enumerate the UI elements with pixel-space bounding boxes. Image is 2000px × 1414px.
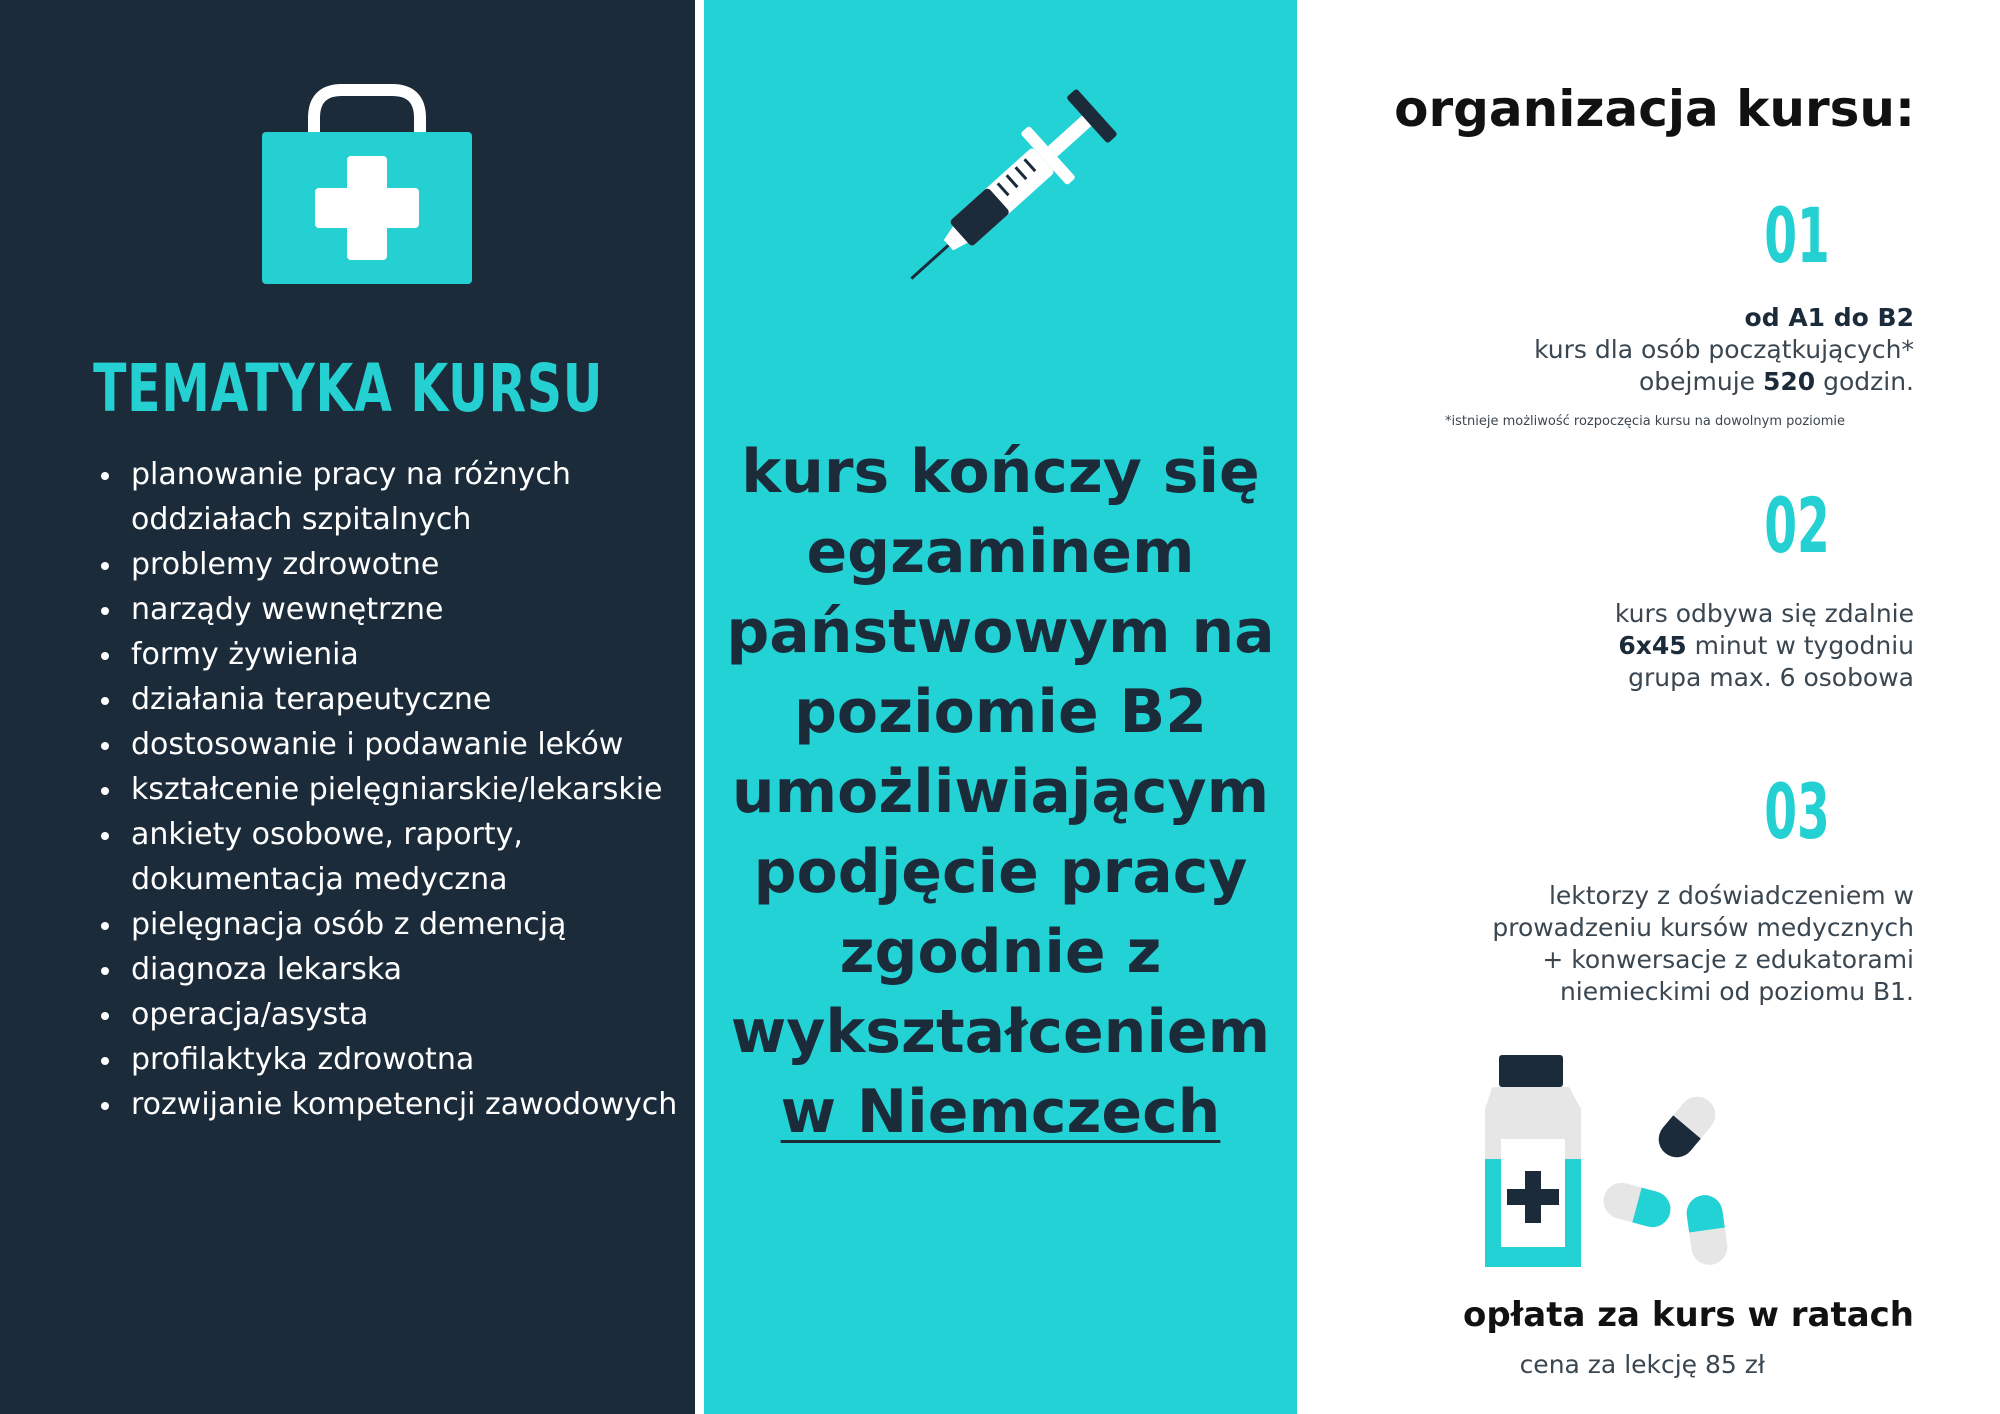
topic-item: dostosowanie i podawanie leków xyxy=(97,722,687,767)
exam-line: egzaminem xyxy=(806,517,1195,587)
topic-item: działania terapeutyczne xyxy=(97,677,687,722)
footnote: *istnieje możliwość rozpoczęcia kursu na dowolnym poziomie xyxy=(1445,414,1845,429)
teachers-line-1: lektorzy z doświadczeniem w xyxy=(1548,881,1914,910)
remote-line: kurs odbywa się zdalnie xyxy=(1614,599,1914,628)
topic-item: operacja/asysta xyxy=(97,992,687,1037)
pills-icon xyxy=(1599,1089,1729,1267)
first-aid-kit-icon xyxy=(262,84,472,284)
beginners-line: kurs dla osób początkujących* xyxy=(1534,335,1914,364)
schedule-line: 6x45 minut w tygodniu xyxy=(1618,631,1914,660)
left-panel xyxy=(0,0,695,1414)
hours-line: obejmuje 520 godzin. xyxy=(1639,367,1914,396)
topic-item: ankiety osobowe, raporty, dokumentacja medyczna xyxy=(97,812,687,902)
exam-line: kurs kończy się xyxy=(741,437,1260,507)
exam-line: państwowym na xyxy=(726,597,1275,667)
middle-panel xyxy=(704,0,1297,1414)
niemczech-link[interactable]: w Niemczech xyxy=(780,1077,1221,1147)
teachers-line-4: niemieckimi od poziomu B1. xyxy=(1559,977,1914,1006)
level-range: od A1 do B2 xyxy=(1744,303,1914,332)
schedule-value: 6x45 xyxy=(1618,631,1687,660)
topics-list xyxy=(97,452,687,1127)
topics-title: TEMATYKA KURSU xyxy=(93,350,604,427)
step-number-02: 02 xyxy=(1764,481,1830,570)
exam-statement xyxy=(704,432,1297,1152)
step-03-text xyxy=(1492,880,1914,1008)
step-01-text xyxy=(1534,302,1914,398)
exam-line: zgodnie z xyxy=(839,917,1162,987)
hours-value: 520 xyxy=(1762,367,1816,396)
medicine-bottle-icon xyxy=(1477,1055,1777,1275)
organization-title: organizacja kursu: xyxy=(1394,80,1915,138)
topic-item: rozwijanie kompetencji zawodowych xyxy=(97,1082,687,1127)
fee-title: opłata za kurs w ratach xyxy=(1462,1295,1914,1335)
exam-line: wykształceniem xyxy=(730,997,1271,1067)
topic-item: formy żywienia xyxy=(97,632,687,677)
group-size-line: grupa max. 6 osobowa xyxy=(1628,663,1914,692)
syringe-icon xyxy=(872,82,1132,312)
step-02-text xyxy=(1615,598,1914,694)
teachers-line-2: prowadzeniu kursów medycznych xyxy=(1492,913,1914,942)
topic-item: pielęgnacja osób z demencją xyxy=(97,902,687,947)
topic-item: problemy zdrowotne xyxy=(97,542,687,587)
exam-line: podjęcie pracy xyxy=(753,837,1248,907)
topic-item: diagnoza lekarska xyxy=(97,947,687,992)
fee-price: cena za lekcję 85 zł xyxy=(1519,1350,1765,1379)
topic-item: kształcenie pielęgniarskie/lekarskie xyxy=(97,767,687,812)
exam-line: umożliwiającym xyxy=(731,757,1270,827)
topic-item: planowanie pracy na różnych oddziałach szpitalnych xyxy=(97,452,687,542)
step-number-01: 01 xyxy=(1764,191,1830,280)
topic-item: narządy wewnętrzne xyxy=(97,587,687,632)
step-number-03: 03 xyxy=(1764,767,1830,856)
teachers-line-3: + konwersacje z edukatorami xyxy=(1542,945,1914,974)
right-panel xyxy=(1297,0,2000,1414)
topic-item: profilaktyka zdrowotna xyxy=(97,1037,687,1082)
exam-line: poziomie B2 xyxy=(793,677,1208,747)
